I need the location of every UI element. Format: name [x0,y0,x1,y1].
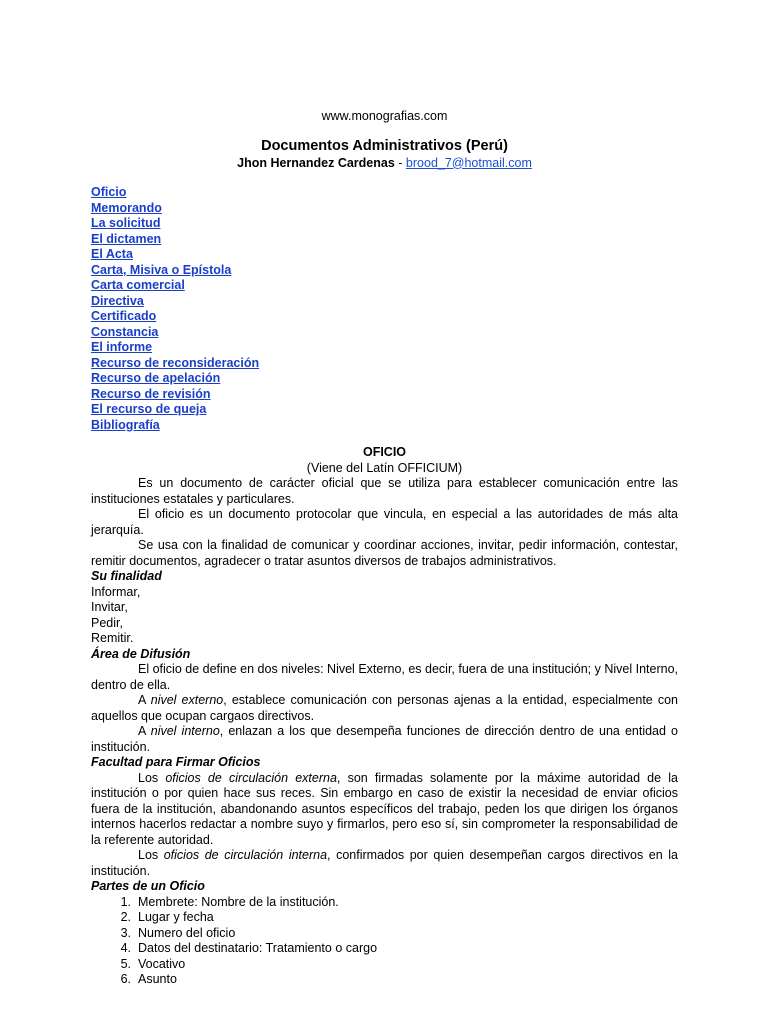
toc-link-constancia[interactable]: Constancia [91,324,159,339]
text-run: , son firmadas solamente por la máxime autoridad de la institución o por quien hace sus reces. Sin embargo en caso de existir la necesidad de enviar oficios fuera de la institución, abandonando asuntos específicos del trabajo, peden los que dirigen los órganos internos hacerlos redactar a nombre suyo y firmarlos, pero eso sí, sin comprometer la responsabilidad de la referente autoridad. [91,770,678,847]
paragraph [91,693,678,724]
site-header: www.monografias.com [321,109,448,123]
toc-link-carta-comercial[interactable]: Carta comercial [91,278,185,292]
paragraph: Es un documento de carácter oficial que se utiliza para establecer comunicación entre las instituciones estatales y particulares. [91,476,678,506]
toc-link-informe[interactable]: El informe [91,340,153,354]
list-item [91,972,678,988]
toc-link-queja[interactable]: El recurso de queja [91,402,207,416]
toc-link-certificado[interactable]: Certificado [91,309,157,323]
emphasis: nivel externo [150,693,224,707]
author-email-link[interactable]: brood_7@hotmail.com [405,155,532,170]
document-body [91,109,678,988]
toc-link-carta[interactable]: Carta, Misiva o Epístola [91,262,232,277]
toc-link-dictamen[interactable]: El dictamen [91,231,162,246]
table-of-contents [91,185,678,433]
section-subheading: (Viene del Latín OFFICIUM) [306,460,463,475]
text-run: , establece comunicación con personas ajenas a la entidad, especialmente con aquellos que ocupan cargaos directivos. [91,693,678,723]
toc-link-memorando[interactable]: Memorando [91,200,162,215]
emphasis: nivel interno [150,724,220,738]
toc-link-oficio[interactable]: Oficio [91,185,127,199]
list-item [91,910,678,926]
list-number: 6. [120,972,131,986]
text-run: Los [138,848,164,862]
toc-link-reconsideracion[interactable]: Recurso de reconsideración [91,355,260,370]
list-item [91,941,678,957]
list-item: Informar, [91,584,141,599]
list-item: Invitar, [91,600,128,614]
section-heading-oficio: OFICIO [362,445,407,459]
list-number: 5. [120,956,131,971]
list-text: Datos del destinatario: Tratamiento o cargo [138,941,378,955]
text-run: , enlazan a los que desempeña funciones de dirección dentro de una entidad o institución. [91,724,679,754]
list-text: Asunto [138,972,177,986]
text-run: A [138,724,151,738]
list-text: Membrete: Nombre de la institución. [138,894,339,909]
paragraph: El oficio de define en dos niveles: Nivel Externo, es decir, fuera de una institución; y Nivel Interno, dentro de ella. [91,662,678,692]
list-item: Remitir. [91,631,134,645]
text-run: Los [138,770,166,785]
subheading-facultad: Facultad para Firmar Oficios [91,755,261,769]
document-title: Documentos Administrativos (Perú) [261,137,508,154]
author-line [91,156,678,172]
paragraph [91,724,678,755]
list-text: Lugar y fecha [138,910,214,924]
text-run: A [138,693,151,707]
author-separator: - [394,155,406,170]
author-name: Jhon Hernandez Cardenas [237,155,395,170]
paragraph: El oficio es un documento protocolar que vincula, en especial a las autoridades de más alta jerarquía. [91,507,678,537]
emphasis: oficios de circulación interna [163,848,328,862]
partes-list [91,895,678,988]
toc-link-directiva[interactable]: Directiva [91,293,144,308]
list-number: 1. [120,894,131,909]
toc-link-acta[interactable]: El Acta [91,247,133,261]
toc-link-solicitud[interactable]: La solicitud [91,216,161,230]
list-item [91,895,678,911]
list-item [91,926,678,942]
list-number: 4. [120,941,131,955]
toc-link-apelacion[interactable]: Recurso de apelación [91,371,221,385]
emphasis: oficios de circulación externa [165,770,337,785]
paragraph [91,771,678,849]
subheading-area: Área de Difusión [91,646,191,661]
subheading-partes: Partes de un Oficio [91,879,205,893]
list-text: Vocativo [138,956,186,971]
list-item: Pedir, [91,615,123,630]
text-run: , confirmados por quien desempeñan cargos directivos en la institución. [91,848,679,878]
subheading-finalidad: Su finalidad [91,569,162,583]
paragraph [91,848,678,879]
toc-link-revision[interactable]: Recurso de revisión [91,386,211,401]
toc-link-bibliografia[interactable]: Bibliografía [91,417,160,432]
list-number: 3. [120,925,131,940]
list-text: Numero del oficio [138,925,236,940]
list-number: 2. [120,910,131,924]
paragraph: Se usa con la finalidad de comunicar y coordinar acciones, invitar, pedir información, contestar, remitir documentos, agradecer o tratar asuntos diversos de trabajos administrativos. [91,538,678,568]
list-item [91,957,678,973]
